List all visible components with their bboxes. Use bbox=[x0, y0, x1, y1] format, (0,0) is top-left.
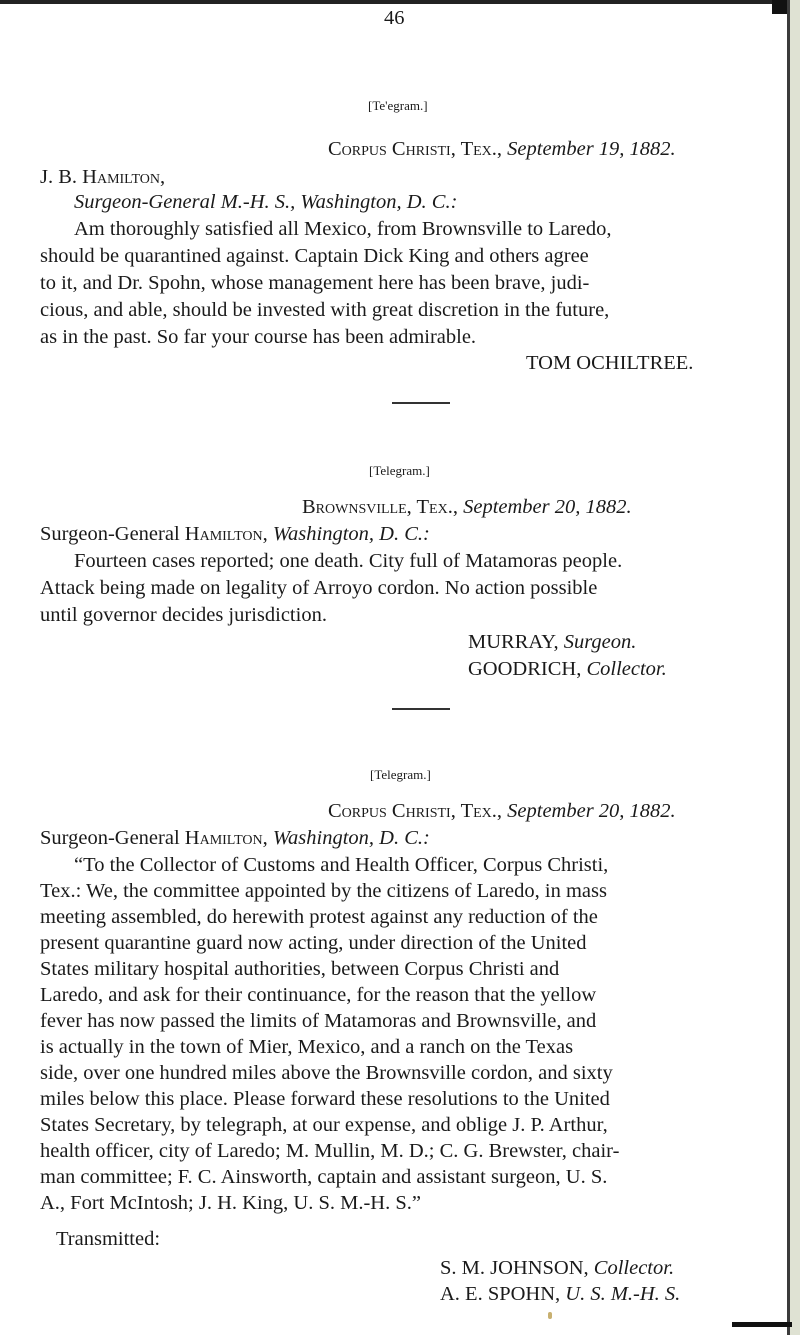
body-line: should be quarantined against. Captain Dick King and others agree bbox=[40, 245, 589, 267]
body-line: to it, and Dr. Spohn, whose management here has been brave, judi- bbox=[40, 272, 590, 294]
body-line: until governor decides jurisdiction. bbox=[40, 604, 327, 626]
date: September 20, 1882. bbox=[463, 496, 632, 518]
place: Corpus Christi, Tex., bbox=[328, 138, 503, 160]
body-line: meeting assembled, do herewith protest against any reduction of the bbox=[40, 906, 598, 928]
body-line: A., Fort McIntosh; J. H. King, U. S. M.-H. S.” bbox=[40, 1192, 421, 1214]
body-line: Laredo, and ask for their continuance, for the reason that the yellow bbox=[40, 984, 597, 1006]
section-divider bbox=[392, 402, 450, 404]
body-line: fever has now passed the limits of Matamoras and Brownsville, and bbox=[40, 1010, 597, 1032]
signature: A. E. SPOHN, U. S. M.-H. S. bbox=[440, 1283, 681, 1305]
body-line: health officer, city of Laredo; M. Mullin, M. D.; C. G. Brewster, chair- bbox=[40, 1140, 620, 1162]
body-line: Fourteen cases reported; one death. City full of Matamoras people. bbox=[74, 550, 623, 572]
body-line: States Secretary, by telegraph, at our expense, and oblige J. P. Arthur, bbox=[40, 1114, 608, 1136]
body-line: States military hospital authorities, between Corpus Christi and bbox=[40, 958, 560, 980]
body-line: man committee; F. C. Ainsworth, captain and assistant surgeon, U. S. bbox=[40, 1166, 608, 1188]
signature: GOODRICH, Collector. bbox=[468, 658, 667, 680]
body-line: side, over one hundred miles above the Brownsville cordon, and sixty bbox=[40, 1062, 613, 1084]
signature: S. M. JOHNSON, Collector. bbox=[440, 1257, 675, 1279]
telegram-label: [Telegram.] bbox=[370, 767, 431, 782]
addressee: Surgeon-General Hamilton, Washington, D. C.: bbox=[40, 827, 430, 849]
section-divider bbox=[392, 708, 450, 710]
addressee-title: Surgeon-General M.-H. S., Washington, D. C.: bbox=[74, 191, 458, 213]
transmitted-label: Transmitted: bbox=[56, 1228, 161, 1250]
body-line: cious, and able, should be invested with great discretion in the future, bbox=[40, 299, 610, 321]
body-line: Am thoroughly satisfied all Mexico, from Brownsville to Laredo, bbox=[74, 218, 612, 240]
body-line: Attack being made on legality of Arroyo cordon. No action possible bbox=[40, 577, 598, 599]
body-line: miles below this place. Please forward these resolutions to the United bbox=[40, 1088, 610, 1110]
telegram-label: [Telegram.] bbox=[369, 463, 430, 478]
dateline bbox=[328, 799, 676, 823]
page-number: 46 bbox=[384, 7, 405, 29]
telegram-label: [Te'egram.] bbox=[368, 98, 428, 113]
body-line: “To the Collector of Customs and Health Officer, Corpus Christi, bbox=[74, 854, 609, 876]
place: Corpus Christi, Tex., bbox=[328, 800, 503, 822]
body-line: is actually in the town of Mier, Mexico, and a ranch on the Texas bbox=[40, 1036, 574, 1058]
addressee: Surgeon-General Hamilton, Washington, D. C.: bbox=[40, 523, 430, 545]
signature: TOM OCHILTREE. bbox=[526, 352, 694, 374]
date: September 19, 1882. bbox=[507, 138, 676, 160]
body-line: Tex.: We, the committee appointed by the citizens of Laredo, in mass bbox=[40, 880, 607, 902]
signature: MURRAY, Surgeon. bbox=[468, 631, 637, 653]
dateline bbox=[328, 137, 676, 161]
ink-speck bbox=[548, 1312, 552, 1319]
page-edge-line bbox=[787, 0, 790, 1335]
place: Brownsville, Tex., bbox=[302, 496, 458, 518]
body-line: present quarantine guard now acting, under direction of the United bbox=[40, 932, 587, 954]
addressee-name: J. B. Hamilton, bbox=[40, 166, 166, 188]
body-line: as in the past. So far your course has been admirable. bbox=[40, 326, 477, 348]
dateline bbox=[302, 495, 632, 519]
date: September 20, 1882. bbox=[507, 800, 676, 822]
